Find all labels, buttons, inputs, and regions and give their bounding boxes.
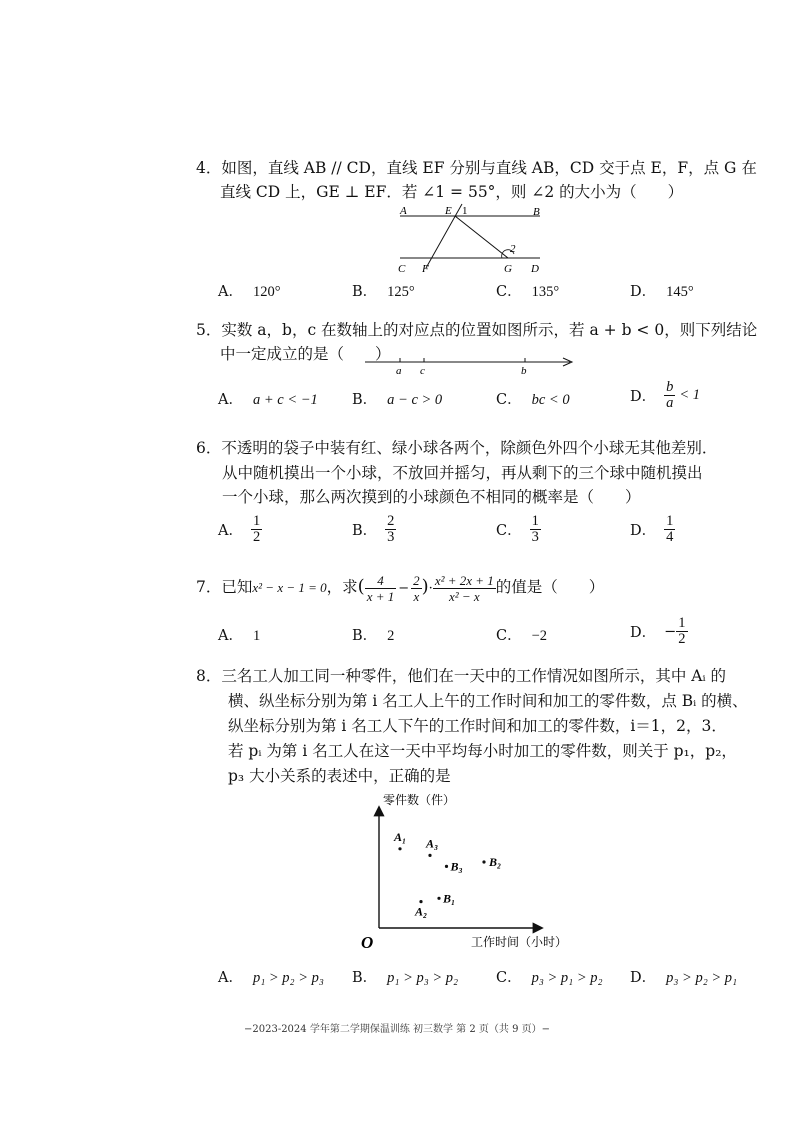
- q5-option-b[interactable]: B． a − c > 0: [352, 392, 443, 408]
- label-A: A: [400, 205, 407, 217]
- q6-text-line2: 从中随机摸出一个小球，不放回并摇匀，再从剩下的三个球中随机摸出: [222, 464, 703, 482]
- label-D: D: [531, 263, 539, 275]
- q8-scatter-chart: [355, 788, 595, 952]
- page-footer: −2023-2024 学年第二学期保温训练 初三数学 第 2 页（共 9 页）−: [243, 1024, 550, 1035]
- label-G: G: [504, 263, 512, 275]
- q6-text-line1: 6．不透明的袋子中装有红、绿小球各两个，除颜色外四个小球无其他差别．: [196, 439, 718, 457]
- y-axis-label: 零件数（件）: [383, 793, 456, 807]
- point-2: [445, 865, 448, 868]
- q6-option-a[interactable]: A． $\frac{1}{2}$: [218, 513, 261, 545]
- point-4: [419, 900, 422, 903]
- q4-text-line1: 4．如图，直线 AB // CD，直线 EF 分别与直线 AB，CD 交于点 E，F，点 G 在: [196, 159, 757, 177]
- label-F: F: [422, 263, 429, 275]
- point-5: [437, 897, 440, 900]
- q8-text-line2: 横、纵坐标分别为第 i 名工人上午的工作时间和加工的零件数，点 Bᵢ 的横、: [228, 692, 748, 710]
- q7-option-a[interactable]: A． 1: [218, 628, 261, 644]
- q6-option-c[interactable]: C． $\frac{1}{3}$: [496, 513, 539, 545]
- q7-text: 7．已知x² − x − 1 = 0，求( $\frac{4}{x + 1}$ − $\frac{2}{x}$ )· $\frac{\text{x² + 2x + 1}}{\text{x² − x}}$ 的值是（ ）: [196, 572, 605, 604]
- q8-option-b[interactable]: B． p₁ > p₃ > p₂: [352, 970, 459, 986]
- point-c: c: [420, 365, 425, 377]
- q6-option-b[interactable]: B． $\frac{2}{3}$: [352, 513, 395, 545]
- q4-option-d[interactable]: D． 145°: [630, 284, 694, 300]
- q5-option-c[interactable]: C． bc < 0: [496, 392, 570, 408]
- point-1: [428, 854, 431, 857]
- point-label-2: B₃: [450, 859, 463, 874]
- label-B: B: [533, 206, 540, 218]
- origin-label: O: [361, 933, 374, 952]
- point-3: [482, 860, 485, 863]
- point-label-1: A₃: [426, 836, 439, 851]
- q4-figure: [390, 202, 550, 278]
- q7-option-d[interactable]: D． − $\frac{1}{2}$: [630, 615, 686, 647]
- q8-text-line4: 若 pᵢ 为第 i 名工人在这一天中平均每小时加工的零件数，则关于 p₁，p₂，: [228, 742, 737, 760]
- label-2: 2: [510, 243, 516, 255]
- label-1: 1: [462, 205, 468, 217]
- q4-text-line2: 直线 CD 上，GE ⊥ EF．若 ∠1 = 55°，则 ∠2 的大小为（ ）: [220, 183, 684, 201]
- q6-text-line3: 一个小球，那么两次摸到的小球颜色不相同的概率是（ ）: [222, 488, 641, 506]
- point-label-4: A₂: [415, 904, 428, 919]
- q6-option-d[interactable]: D． $\frac{1}{4}$: [630, 513, 674, 545]
- q4-option-b[interactable]: B． 125°: [352, 284, 415, 300]
- q8-option-a[interactable]: A． p₁ > p₂ > p₃: [218, 970, 324, 986]
- point-b: b: [521, 365, 527, 377]
- q8-text-line3: 纵坐标分别为第 i 名工人下午的工作时间和加工的零件数，i＝1，2，3．: [228, 717, 727, 735]
- q5-text-line2: 中一定成立的是（ ）: [220, 345, 391, 363]
- q4-option-a[interactable]: A． 120°: [218, 284, 281, 300]
- q8-option-c[interactable]: C． p₃ > p₁ > p₂: [496, 970, 603, 986]
- x-axis-label: 工作时间（小时）: [471, 935, 568, 949]
- q7-option-c[interactable]: C． −2: [496, 628, 548, 644]
- line-ge: [455, 216, 508, 258]
- q4-option-c[interactable]: C． 135°: [496, 284, 560, 300]
- q8-option-d[interactable]: D． p₃ > p₂ > p₁: [630, 970, 738, 986]
- label-C: C: [398, 263, 406, 275]
- q5-option-d[interactable]: D． $\frac{b}{a}$ < 1: [630, 379, 701, 411]
- q8-text-line5: p₃ 大小关系的表述中，正确的是: [228, 767, 451, 785]
- label-E: E: [445, 205, 452, 217]
- q5-text-line1: 5．实数 a，b，c 在数轴上的对应点的位置如图所示，若 a + b < 0，则下列结论: [196, 321, 758, 339]
- point-label-5: B₁: [443, 891, 456, 906]
- q5-number-line: [360, 352, 580, 378]
- point-0: [398, 847, 401, 850]
- point-label-3: B₂: [489, 855, 502, 869]
- q5-option-a[interactable]: A． a + c < −1: [218, 392, 318, 408]
- point-a: a: [396, 365, 402, 377]
- q7-option-b[interactable]: B． 2: [352, 628, 395, 644]
- point-label-0: A₁: [394, 829, 407, 844]
- q8-text-line1: 8．三名工人加工同一种零件，他们在一天中的工作情况如图所示，其中 Aᵢ 的: [196, 667, 727, 685]
